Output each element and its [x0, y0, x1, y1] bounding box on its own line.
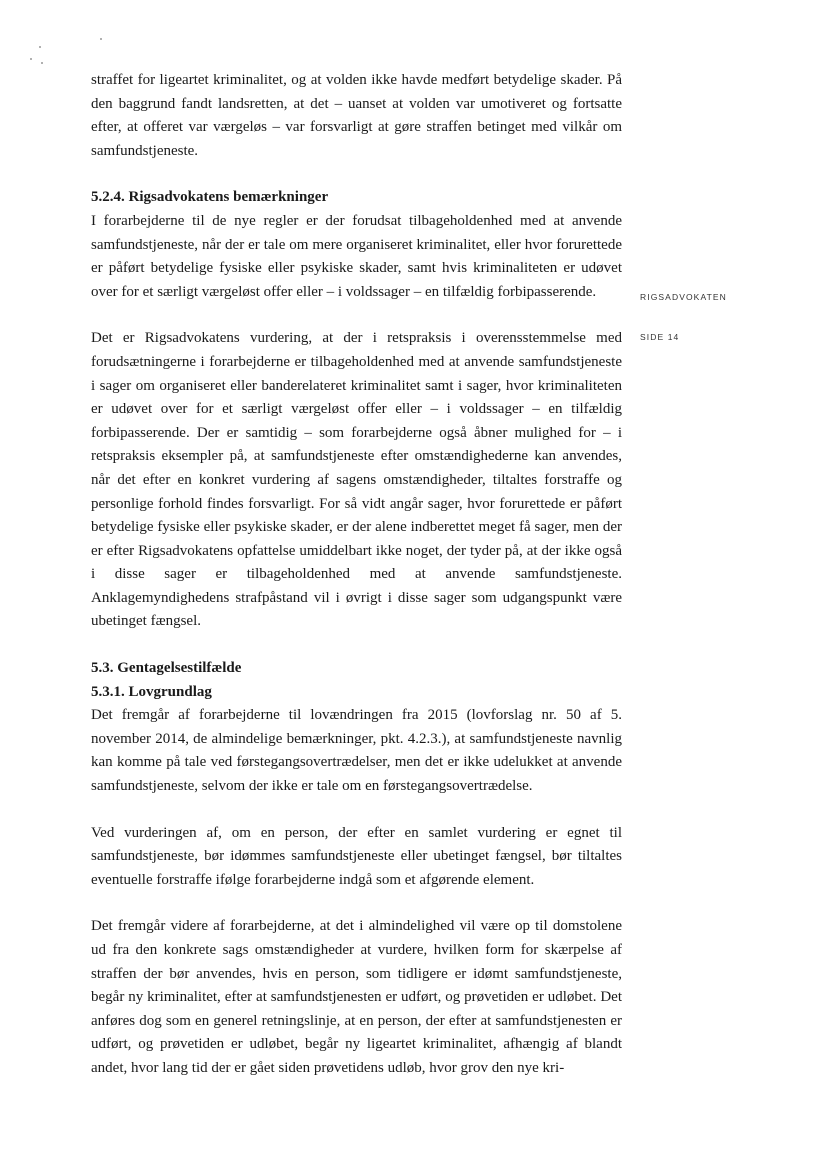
body-text	[91, 69, 622, 1081]
sidebar-org: RIGSADVOKATEN	[640, 292, 727, 302]
heading-5-3-1: 5.3.1. Lovgrundlag	[91, 683, 212, 700]
heading-5-3: 5.3. Gentagelsestilfælde	[91, 660, 242, 677]
paragraph-forarbejder: I forarbejderne til de nye regler er der forudsat tilbageholdenhed med at anvende samfundstjeneste, når der er tale om mere organiseret kriminalitet, eller hvor forurettede er påført betydelige fysiske eller psykiske skader, samt hvis kriminaliteten er udøvet over for et særligt værgeløst offer eller – i voldssager – en tilfældig forbipasserende.	[91, 212, 622, 300]
sidebar-page-number: SIDE 14	[640, 332, 680, 342]
paragraph-intro: straffet for ligeartet kriminalitet, og at volden ikke havde medført betydelige skader. På den baggrund fandt landsretten, at det – uanset at volden var umotiveret og fortsatte efter, at offeret var værgeløs – var forsvarligt at gøre straffen betinget med vilkår om samfundstjeneste.	[91, 72, 622, 159]
paragraph-lovgrundlag: Det fremgår af forarbejderne til lovændringen fra 2015 (lovforslag nr. 50 af 5. november 2014, de almindelige bemærkninger, pkt. 4.2.3.), at samfundstjeneste navnlig kan komme på tale ved førstegangsovertrædelser, men det er ikke udelukket at anvende samfundstjeneste, selvom der ikke er tale om en førstegangsovertrædelse.	[91, 707, 622, 795]
paragraph-vurdering: Det er Rigsadvokatens vurdering, at der i retspraksis i overensstemmelse med forudsætningerne i forarbejderne er tilbageholdenhed med at anvende samfundstjeneste i sager om organiseret eller banderelateret kriminalitet samt i sager, hvor kriminaliteten er udøvet over for et særligt værgeløst offer eller – i voldssager – en tilfældig forbipasserende. Der er samtidig – som forarbejderne også åbner mulighed for – i retspraksis eksempler på, at samfundstjeneste efter omstændighederne kan anvendes, når det efter en konkret vurdering af sagens omstændigheder, tiltaltes forstraffe og personlige forhold findes forsvarligt. For så vidt angår sager, hvor forurettede er påført betydelige fysiske eller psykiske skader, er der alene indberettet meget få sager, men der er efter Rigsadvokatens opfattelse umiddelbart ikke noget, der tyder på, at der ikke også i disse sager er tilbageholdenhed med at anvende samfundstjeneste. Anklagemyndighedens strafpåstand vil i øvrigt i disse sager som udgangspunkt være ubetinget fængsel.	[91, 330, 622, 630]
scan-marks	[30, 30, 110, 70]
paragraph-gentagelse: Det fremgår videre af forarbejderne, at det i almindelighed vil være op til domstolene ud fra den konkrete sags omstændigheder at vurdere, hvilken form for skærpelse af straffen der bør anvendes, hvis en person, som tidligere er idømt samfundstjeneste, begår ny kriminalitet, efter at samfundstjenesten er udført, og prøvetiden er udløbet. Det anføres dog som en generel retningslinje, at en person, der efter at samfundstjenesten er udført, og prøvetiden er udløbet, begår ny ligeartet kriminalitet, afhængig af blandt andet, hvor lang tid der er gået siden prøvetidens udløb, hvor grov den nye kri-	[91, 918, 622, 1076]
heading-5-2-4: 5.2.4. Rigsadvokatens bemærkninger	[91, 189, 329, 206]
paragraph-forstraffe: Ved vurderingen af, om en person, der efter en samlet vurdering er egnet til samfundstjeneste, bør idømmes samfundstjeneste eller ubetinget fængsel, bør tiltaltes eventuelle forstraffe ifølge forarbejderne indgå som et afgørende element.	[91, 824, 622, 888]
